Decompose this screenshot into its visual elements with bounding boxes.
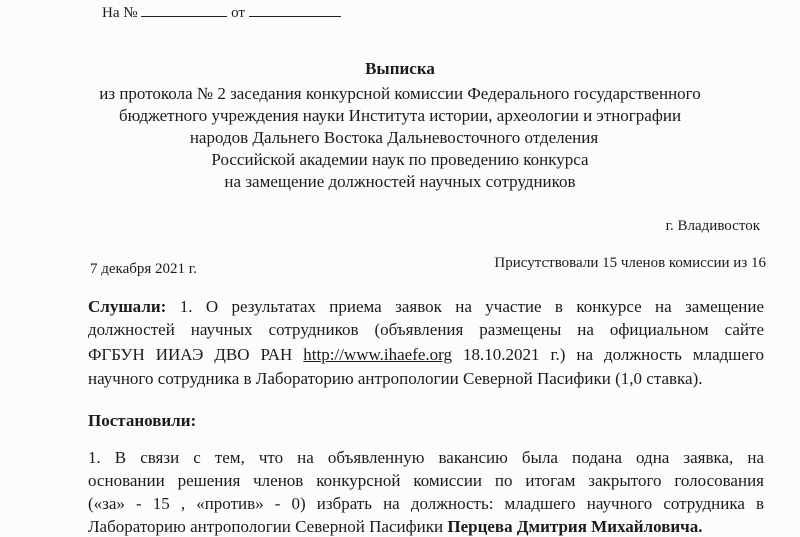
attendance: Присутствовали 15 членов комиссии из 16	[494, 255, 766, 271]
heard-line-4: научного сотрудника в Лабораторию антропологии Северной Пасифики (1,0 ставка).	[88, 369, 703, 388]
subtitle-line-4: Российской академии наук по проведению конкурса	[211, 150, 589, 169]
resolved-line-2: основании решения членов конкурсной комиссии по итогам закрытого голосования	[88, 471, 764, 490]
resolved-line-4-before: Лабораторию антропологии Северной Пасифики	[88, 517, 448, 536]
resolved-label: Постановили:	[88, 411, 197, 430]
subtitle-line-2: бюджетного учреждения науки Института истории, археологии и этнографии	[118, 106, 682, 125]
heard-line-1	[88, 297, 764, 317]
from-label: от	[231, 5, 245, 21]
city: г. Владивосток	[665, 218, 760, 234]
resolved-line-4	[88, 517, 703, 537]
resolved-line-3: («за» - 15 , «против» - 0) избрать на должность: младшего научного сотрудника в	[88, 494, 764, 513]
from-blank	[249, 2, 341, 17]
heard-line-3	[88, 345, 764, 365]
reference-line	[102, 2, 341, 22]
document-title: Выписка	[365, 59, 435, 78]
heard-line-3-after: 18.10.2021 г.) на должность младшего	[462, 345, 764, 364]
candidate-name: Перцева Дмитрия Михайловича.	[447, 517, 703, 536]
meeting-date: 7 декабря 2021 г.	[90, 261, 197, 277]
heard-label: Слушали:	[88, 297, 167, 316]
heard-line-1-text: 1. О результатах приема заявок на участие в конкурсе на замещение	[179, 297, 765, 316]
subtitle-line-1: из протокола № 2 заседания конкурсной комиссии Федерального государственного	[99, 84, 701, 103]
heard-line-2: должностей научных сотрудников (объявления размещены на официальном сайте	[88, 320, 764, 339]
resolved-line-1: 1. В связи с тем, что на объявленную вакансию была подана одна заявка, на	[88, 448, 764, 467]
website-link[interactable]: http://www.ihaefe.org	[303, 345, 453, 364]
subtitle-line-5: на замещение должностей научных сотрудников	[224, 172, 576, 191]
number-label: На №	[102, 5, 138, 21]
heard-line-3-before: ФГБУН ИИАЭ ДВО РАН	[88, 345, 304, 364]
subtitle-line-3: народов Дальнего Востока Дальневосточного отделения	[189, 128, 599, 147]
number-blank	[141, 2, 227, 17]
